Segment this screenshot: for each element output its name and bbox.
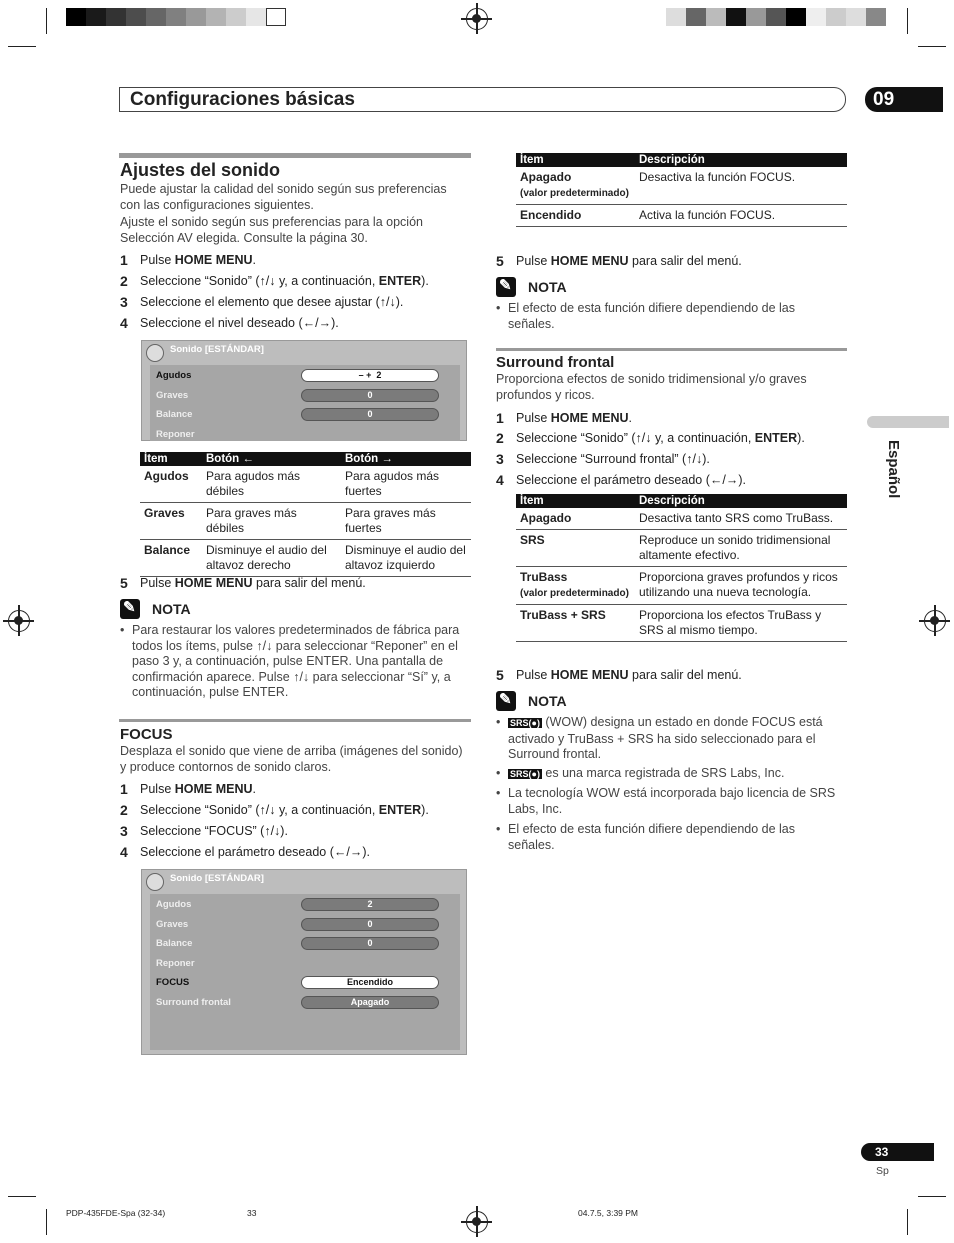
chapter-badge: 09 bbox=[865, 87, 943, 112]
focus-intro: Desplaza el sonido que viene de arriba (imágenes del sonido) y produce contornos de sonido claros. bbox=[120, 744, 463, 774]
table-cell: Disminuye el audio del altavoz derecho bbox=[202, 540, 341, 577]
osd-screen-2 bbox=[141, 869, 467, 1055]
step-text: Seleccione “Surround frontal” (↑/↓). bbox=[516, 452, 710, 466]
sound-table bbox=[140, 452, 471, 577]
table-row bbox=[516, 567, 847, 605]
table-cell: TruBass + SRS bbox=[516, 605, 635, 642]
table-cell bbox=[516, 567, 635, 605]
table-cell bbox=[516, 167, 635, 205]
disc-icon bbox=[146, 873, 164, 891]
osd-label: Balance bbox=[156, 409, 193, 420]
table-cell: Para graves más débiles bbox=[202, 503, 341, 540]
osd-title: Sonido [ESTÁNDAR] bbox=[170, 873, 264, 884]
table-cell: Para graves más fuertes bbox=[341, 503, 471, 540]
focus-table bbox=[516, 153, 847, 227]
nota-item bbox=[508, 766, 828, 783]
osd-slider: 0 bbox=[301, 937, 439, 950]
disc-icon bbox=[146, 344, 164, 362]
section-rule bbox=[496, 348, 847, 351]
step-text: Pulse HOME MENU. bbox=[140, 253, 257, 267]
step-number: 4 bbox=[120, 844, 128, 860]
step-text: Seleccione “FOCUS” (↑/↓). bbox=[140, 824, 288, 838]
step-text: Pulse HOME MENU. bbox=[516, 411, 633, 425]
table-row bbox=[516, 530, 847, 567]
srs-logo: SRS(●) bbox=[510, 769, 540, 779]
table-cell: Apagado bbox=[516, 508, 635, 530]
section-title: Ajustes del sonido bbox=[120, 160, 281, 180]
nota-item bbox=[508, 715, 828, 763]
cell-key: Apagado bbox=[520, 170, 572, 184]
step-number: 4 bbox=[496, 472, 504, 488]
table-cell: Balance bbox=[140, 540, 202, 577]
osd-label: Agudos bbox=[156, 370, 192, 381]
step-number: 1 bbox=[496, 410, 504, 426]
page-lang: Sp bbox=[876, 1165, 889, 1177]
nota-label: NOTA bbox=[152, 601, 191, 617]
step-number: 2 bbox=[120, 273, 128, 289]
language-label: Español bbox=[885, 440, 902, 499]
table-cell: Encendido bbox=[516, 205, 635, 227]
osd-selector: Apagado bbox=[301, 996, 439, 1009]
osd-panel bbox=[150, 365, 460, 441]
nota-text: • El efecto de esta función difiere dependiendo de las señales. bbox=[508, 301, 808, 332]
note-icon bbox=[496, 277, 516, 297]
osd-slider: 0 bbox=[301, 408, 439, 421]
step-number: 5 bbox=[496, 667, 504, 683]
step-number: 2 bbox=[120, 802, 128, 818]
osd-label: Graves bbox=[156, 919, 189, 930]
table-row bbox=[516, 605, 847, 642]
step-number: 5 bbox=[496, 253, 504, 269]
step-text: Seleccione “Sonido” (↑/↓ y, a continuación, ENTER). bbox=[140, 803, 429, 817]
intro-paragraph-2: Ajuste el sonido según sus preferencias para la opción Selección AV elegida. Consulte la página 30. bbox=[120, 215, 423, 245]
osd-label: Reponer bbox=[156, 958, 195, 969]
table-cell: Para agudos más débiles bbox=[202, 466, 341, 503]
table-cell: Para agudos más fuertes bbox=[341, 466, 471, 503]
step-text: Seleccione el parámetro deseado (←/→). bbox=[516, 473, 746, 487]
nota-label: NOTA bbox=[528, 279, 567, 295]
intro-paragraph: Puede ajustar la calidad del sonido según sus preferencias con las configuraciones siguientes. bbox=[120, 182, 447, 212]
page-number: 33 bbox=[861, 1143, 934, 1161]
table-cell: Disminuye el audio del altavoz izquierdo bbox=[341, 540, 471, 577]
table-header: Descripción bbox=[635, 494, 847, 508]
table-row bbox=[516, 508, 847, 530]
table-cell: Desactiva tanto SRS como TruBass. bbox=[635, 508, 847, 530]
footer-file: PDP-435FDE-Spa (32-34) bbox=[66, 1208, 166, 1218]
table-row bbox=[140, 503, 471, 540]
osd-label: Agudos bbox=[156, 899, 192, 910]
step-text: Pulse HOME MENU para salir del menú. bbox=[516, 668, 742, 682]
footer-page: 33 bbox=[247, 1208, 257, 1218]
section-rule bbox=[119, 719, 471, 722]
table-header: Descripción bbox=[635, 153, 847, 167]
note-icon bbox=[496, 691, 516, 711]
note-icon bbox=[120, 599, 140, 619]
srs-logo: SRS(●) bbox=[510, 718, 540, 728]
table-row bbox=[516, 167, 847, 205]
section-rule bbox=[119, 153, 471, 158]
cell-key: TruBass bbox=[520, 570, 568, 584]
table-header: Botón → bbox=[341, 452, 471, 466]
osd-sign: – + bbox=[358, 370, 372, 380]
step-number: 1 bbox=[120, 781, 128, 797]
osd-title: Sonido [ESTÁNDAR] bbox=[170, 344, 264, 355]
osd-label: Surround frontal bbox=[156, 997, 231, 1008]
step-number: 3 bbox=[496, 451, 504, 467]
page-header bbox=[119, 87, 846, 112]
table-cell: Reproduce un sonido tridimensional altamente efectivo. bbox=[635, 530, 847, 567]
step-text: Seleccione el nivel deseado (←/→). bbox=[140, 316, 339, 330]
table-header: Ítem bbox=[516, 494, 635, 508]
step-number: 1 bbox=[120, 252, 128, 268]
table-header: Ítem bbox=[140, 452, 202, 466]
osd-selector: Encendido bbox=[301, 976, 439, 989]
osd-label: Graves bbox=[156, 390, 189, 401]
surround-intro: Proporciona efectos de sonido tridimensional y/o graves profundos y ricos. bbox=[496, 372, 807, 402]
side-tab bbox=[867, 416, 949, 428]
cell-sub: (valor predeterminado) bbox=[520, 188, 629, 199]
surround-title: Surround frontal bbox=[496, 354, 615, 371]
table-row bbox=[140, 540, 471, 577]
footer-date: 04.7.5, 3:39 PM bbox=[578, 1208, 639, 1218]
table-cell: Graves bbox=[140, 503, 202, 540]
osd-slider: 0 bbox=[301, 389, 439, 402]
surround-table bbox=[516, 494, 847, 642]
osd-slider bbox=[301, 369, 439, 382]
table-cell: SRS bbox=[516, 530, 635, 567]
step-text: Seleccione el parámetro deseado (←/→). bbox=[140, 845, 370, 859]
nota-label: NOTA bbox=[528, 693, 567, 709]
page-title: Configuraciones básicas bbox=[130, 89, 355, 110]
osd-value: 2 bbox=[376, 370, 382, 380]
osd-slider: 0 bbox=[301, 918, 439, 931]
step-text: Seleccione “Sonido” (↑/↓ y, a continuación, ENTER). bbox=[516, 431, 805, 445]
focus-title: FOCUS bbox=[120, 726, 173, 743]
step-number: 2 bbox=[496, 430, 504, 446]
osd-slider: 2 bbox=[301, 898, 439, 911]
table-cell: Desactiva la función FOCUS. bbox=[635, 167, 847, 205]
nota-item: • El efecto de esta función difiere dependiendo de las señales. bbox=[508, 822, 828, 853]
step-text: Pulse HOME MENU para salir del menú. bbox=[516, 254, 742, 268]
step-number: 4 bbox=[120, 315, 128, 331]
step-text: Pulse HOME MENU. bbox=[140, 782, 257, 796]
nota-text: • Para restaurar los valores predeterminados de fábrica para todos los ítems, pulse ↑/↓ para seleccionar “Reponer” en el paso 3 y, a continuación, pulse ENTER. Una pantalla de confirmación aparece. Pulse ↑/↓ para seleccionar “Sí” y, a continuación, pulse ENTER. bbox=[132, 623, 469, 701]
table-cell: Proporciona los efectos TruBass y SRS al mismo tiempo. bbox=[635, 605, 847, 642]
table-cell: Activa la función FOCUS. bbox=[635, 205, 847, 227]
osd-label: Balance bbox=[156, 938, 193, 949]
nota-text: es una marca registrada de SRS Labs, Inc. bbox=[545, 766, 785, 780]
osd-screen-1 bbox=[141, 340, 467, 441]
nota-item: • La tecnología WOW está incorporada bajo licencia de SRS Labs, Inc. bbox=[508, 786, 843, 817]
step-number: 5 bbox=[120, 575, 128, 591]
step-text: Seleccione el elemento que desee ajustar (↑/↓). bbox=[140, 295, 404, 309]
step-text: Seleccione “Sonido” (↑/↓ y, a continuación, ENTER). bbox=[140, 274, 429, 288]
table-cell: Agudos bbox=[140, 466, 202, 503]
step-number: 3 bbox=[120, 823, 128, 839]
cell-sub: (valor predeterminado) bbox=[520, 588, 629, 599]
table-row bbox=[516, 205, 847, 227]
osd-panel bbox=[150, 894, 460, 1050]
table-header: Botón ← bbox=[202, 452, 341, 466]
nota-text: (WOW) designa un estado en donde FOCUS está activado y TruBass + SRS ha sido seleccionado para el Surround frontal. bbox=[508, 715, 823, 761]
step-number: 3 bbox=[120, 294, 128, 310]
table-cell: Proporciona graves profundos y ricos utilizando una nueva tecnología. bbox=[635, 567, 847, 605]
osd-label: FOCUS bbox=[156, 977, 190, 988]
osd-label: Reponer bbox=[156, 429, 195, 440]
step-text: Pulse HOME MENU para salir del menú. bbox=[140, 576, 366, 590]
table-header: Ítem bbox=[516, 153, 635, 167]
table-row bbox=[140, 466, 471, 503]
